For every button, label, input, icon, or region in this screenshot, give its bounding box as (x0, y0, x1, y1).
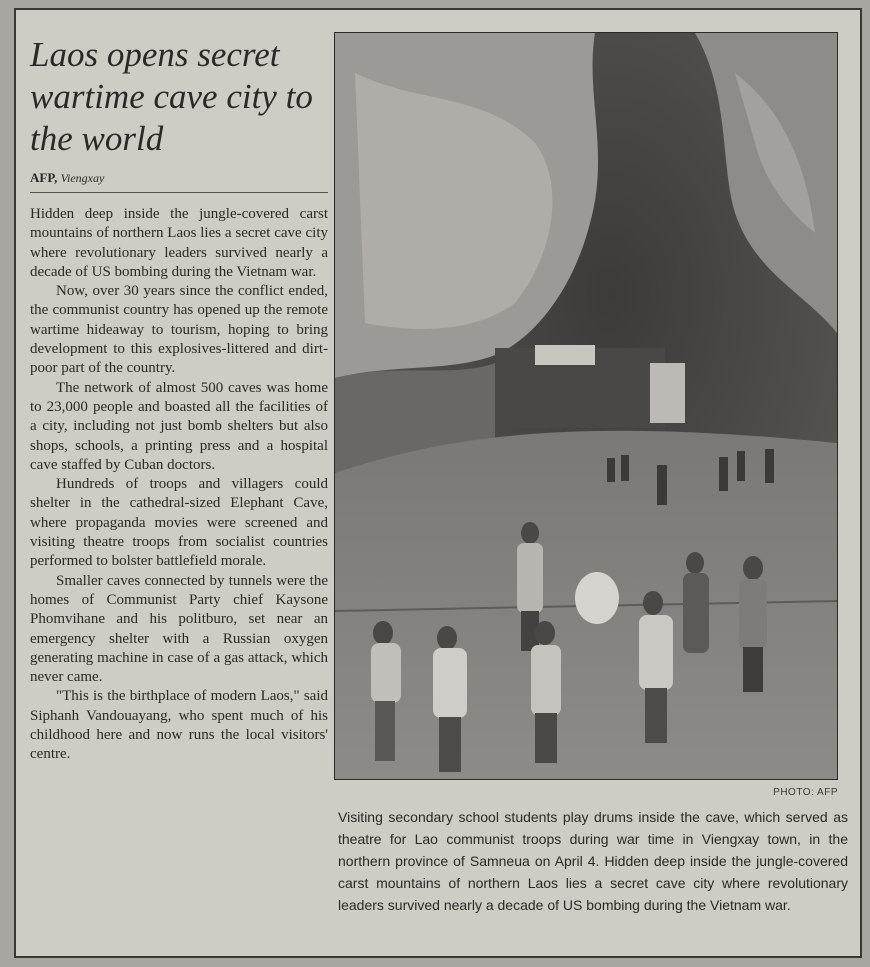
paragraph: Hidden deep inside the jungle-covered carst mountains of northern Laos lies a secret cave city where revolutionary leaders survived nearly a decade of US bombing during the Vietnam war. (30, 206, 328, 280)
headline: Laos opens secret wartime cave city to the world (30, 35, 313, 158)
photo-caption: Visiting secondary school students play drums inside the cave, which served as theatre for Lao communist troops during war time in Viengxay town, in the northern province of Samneua on April 4. Hidden deep inside the jungle-covered carst mountains of northern Laos lies a secret cave city where revolutionary leaders survived nearly a decade of US bombing during the Vietnam war. (338, 809, 848, 913)
byline-source: AFP, (30, 170, 58, 185)
paragraph: Hundreds of troops and villagers could shelter in the cathedral-sized Elephant Cave, where propaganda movies were screened and visiting theatre troops from socialist countries performed to bolster battlefield morale. (30, 476, 328, 570)
article-body (30, 205, 328, 765)
byline-location: Viengxay (60, 171, 105, 185)
paragraph: The network of almost 500 caves was home to 23,000 people and boasted all the facilities of a city, including not just bomb shelters but also shops, schools, a printing press and a hospital cave staffed by Cuban doctors. (30, 379, 328, 473)
byline (30, 170, 328, 193)
newspaper-clipping (14, 8, 862, 958)
paragraph: Smaller caves connected by tunnels were the homes of Communist Party chief Kaysone Phomvihane and his politburo, set near an emergency shelter with a Russian oxygen generating machine in case of a gas attack, which never came. (30, 572, 328, 686)
photo-credit: PHOTO: AFP (773, 787, 838, 798)
cave-photo (334, 32, 838, 780)
article-column (30, 34, 328, 765)
paragraph: Now, over 30 years since the conflict ended, the communist country has opened up the remote wartime hideaway to tourism, hoping to bring development to this explosives-littered and dirt-poor part of the country. (30, 283, 328, 377)
paragraph: "This is the birthplace of modern Laos," said Siphanh Vandouayang, who spent much of his childhood here and now runs the local visitors' centre. (30, 688, 328, 763)
